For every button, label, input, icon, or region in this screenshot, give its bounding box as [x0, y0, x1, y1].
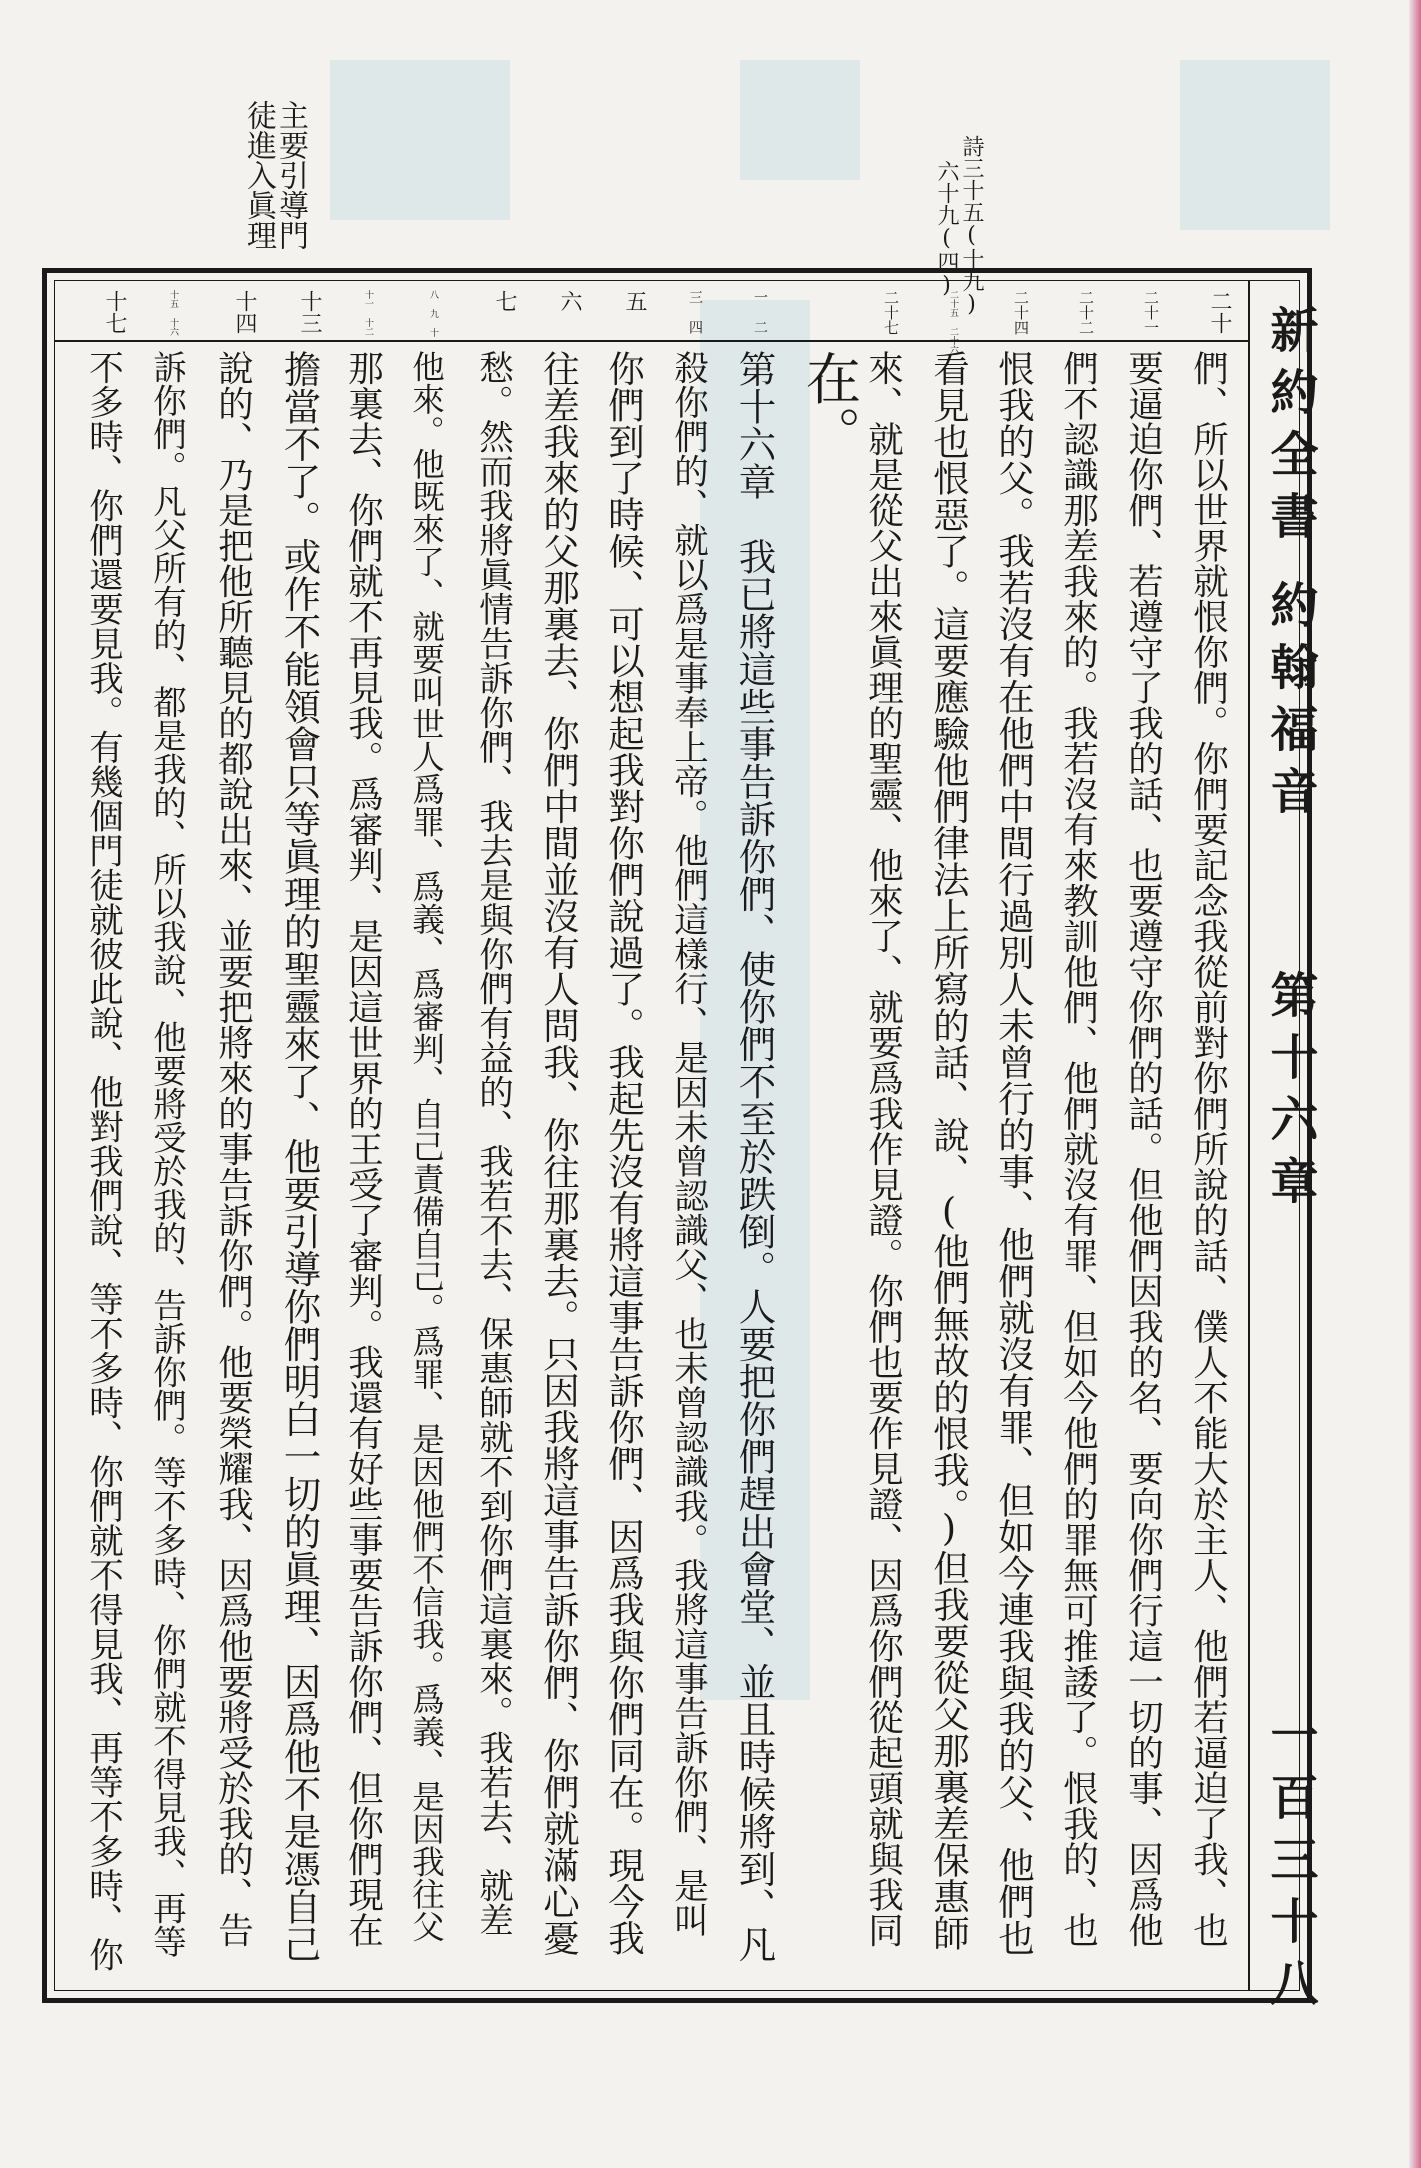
- text-column: 們不認識那差我來的。我若沒有來教訓他們、他們就沒有罪、但如今他們的罪無可推諉了。恨我的、也: [1057, 350, 1099, 1948]
- verse-number: 二十一: [1142, 290, 1160, 335]
- text-column: 們、所以世界就恨你們。你們要記念我從前對你們所說的話、僕人不能大於主人、他們若逼迫了我、也: [1187, 350, 1229, 1948]
- header-rule: [1248, 280, 1250, 1991]
- text-column: 訴你們。凡父所有的、都是我的、所以我說、他要將受於我的、告訴你們。等不多時、你們就不得見我、再等: [147, 350, 187, 1958]
- verse-number: 一 二: [752, 290, 768, 334]
- verse-number: 十七: [102, 290, 127, 334]
- text-column: 不多時、你們還要見我。有幾個門徒就彼此說、他對我們說、等不多時、你們就不得見我、再等不多時、你: [82, 350, 123, 1972]
- text-column: 那裏去、你們就不再見我。爲審判、是因這世界的王受了審判。我還有好些事要告訴你們、但你們現在: [342, 350, 384, 1948]
- cross-reference: 六十九(四): [934, 160, 959, 298]
- book-title: 新約全書: [1262, 305, 1318, 553]
- page-edge: [1409, 0, 1421, 2168]
- verse-number: 二十: [1207, 290, 1232, 334]
- verse-number: 十三: [297, 290, 322, 334]
- verse-number: 六: [557, 290, 582, 312]
- text-column: 要逼迫你們、若遵守了我的話、也要遵守你們的話。但他們因我的名、要向你們行這一切的事、因爲他: [1122, 350, 1164, 1948]
- cross-reference: 詩三十五(十九): [959, 135, 984, 317]
- verse-number: 八 九 十: [428, 290, 438, 337]
- verse-number: 二十四: [1012, 290, 1030, 335]
- text-column: 在。: [795, 350, 861, 461]
- bleed-through: [740, 60, 860, 180]
- text-column: 恨我的父。我若沒有在他們中間行過別人未曾行的事、他們就沒有罪、但如今連我與我的父、他們也: [992, 350, 1036, 1956]
- verse-number: 七: [492, 290, 517, 312]
- gospel-name: 約翰福音: [1262, 580, 1318, 828]
- text-column: 來、就是從父出來眞理的聖靈、他來了、就要爲我作見證。你們也要作見證、因爲你們從起頭就與我同: [862, 350, 904, 1948]
- verse-number-rule: [54, 340, 1248, 342]
- chapter-heading: 第十六章: [1262, 970, 1318, 1218]
- verse-number: 十四: [232, 290, 257, 334]
- text-column: 你們到了時候、可以想起我對你們說過了。我起先沒有將這事告訴你們、因爲我與你們同在。現今我: [602, 350, 646, 1956]
- text-column: 往差我來的父那裏去、你們中間並沒有人問我、你往那裏去。只因我將這事告訴你們、你們就滿心憂: [537, 350, 581, 1956]
- margin-note: 主要引導門: [273, 100, 308, 250]
- text-column: 擔當不了。或作不能領會只等眞理的聖靈來了、他要引導你們明白一切的眞理、因爲他不是憑自己: [277, 350, 322, 1963]
- bleed-through: [330, 60, 510, 220]
- bleed-through: [1180, 60, 1330, 230]
- text-column: 說的、乃是把他所聽見的都說出來、並要把將來的事告訴你們。他要榮耀我、因爲他要將受於我的、告: [212, 350, 254, 1948]
- text-column: 看見也恨惡了。這要應驗他們律法上所寫的話、說、(他們無故的恨我。)但我要從父那裏差保惠師: [927, 350, 971, 1951]
- verse-number: 五: [622, 290, 647, 312]
- text-column: 他來。他既來了、就要叫世人爲罪、爲義、爲審判、自己責備自己。爲罪、是因他們不信我。爲義、是因我往父: [407, 350, 446, 1943]
- text-column: 愁。然而我將眞情告訴你們、我去是與你們有益的、我若不去、保惠師就不到你們這裏來。我若去、就差: [472, 350, 513, 1937]
- verse-number: 三 四: [687, 290, 703, 334]
- verse-number: 二十五 二十六: [948, 290, 958, 354]
- verse-number: 二十二: [1077, 290, 1095, 335]
- text-column: 第十六章 我已將這些事告訴你們、使你們不至於跌倒。人要把你們趕出會堂、並且時候將到、凡: [732, 350, 777, 1963]
- margin-note: 徒進入眞理: [241, 100, 276, 250]
- text-column: 殺你們的、就以爲是事奉上帝。他們這樣行、是因未曾認識父、也未曾認識我。我將這事告訴你們、是叫: [667, 350, 708, 1937]
- verse-number: 十一 十二: [363, 290, 373, 336]
- verse-number: 十五 十六: [168, 290, 178, 336]
- page-number: 一百三十八: [1262, 1710, 1318, 2020]
- verse-number: 二十七: [882, 290, 900, 335]
